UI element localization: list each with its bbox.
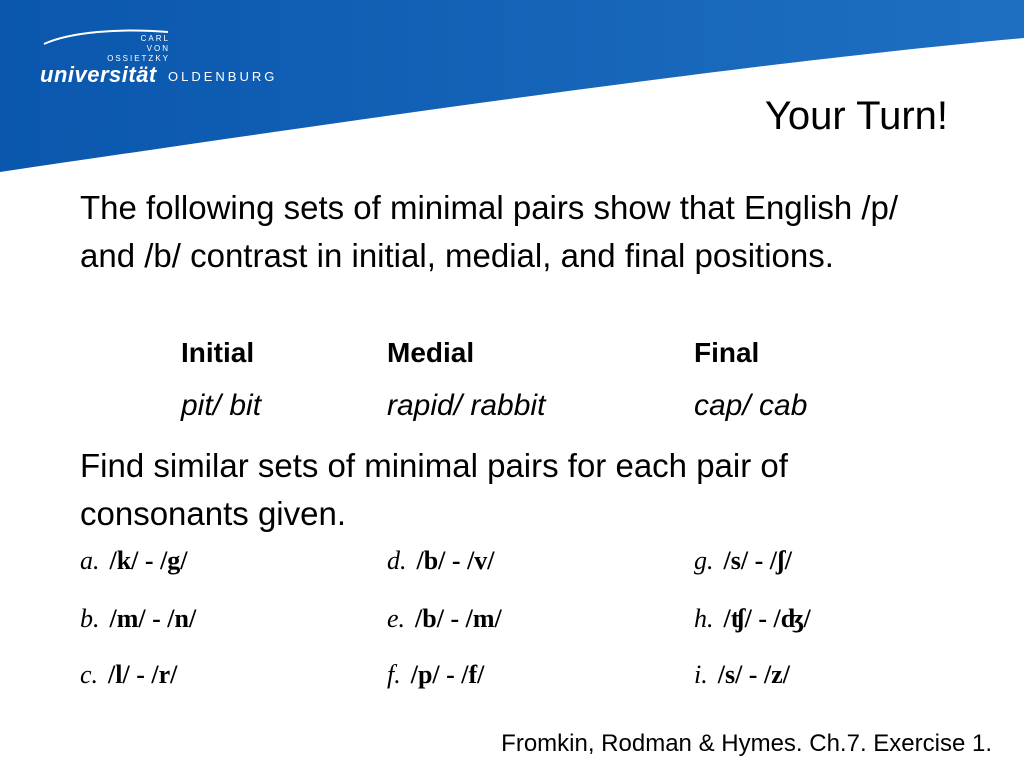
pair-letter: f. xyxy=(387,660,401,689)
header-medial: Medial xyxy=(387,337,475,368)
pair-c xyxy=(80,660,177,690)
pair-letter: h. xyxy=(694,604,714,633)
logo-line-3: OSSIETZKY xyxy=(107,54,170,63)
pair-letter: c. xyxy=(80,660,99,689)
pair-letter: a. xyxy=(80,546,100,575)
pair-letter: g. xyxy=(694,546,714,575)
university-logo xyxy=(40,24,300,104)
header-final: Final xyxy=(694,337,760,368)
pair-g xyxy=(694,546,792,576)
citation: Fromkin, Rodman & Hymes. Ch.7. Exercise 1. xyxy=(501,730,992,757)
intro-paragraph: The following sets of minimal pairs show that English /p/ and /b/ contrast in initial, medial, and final positions. xyxy=(80,189,899,274)
example-medial: rapid/ rabbit xyxy=(387,389,546,422)
pair-f xyxy=(387,660,484,690)
pair-a xyxy=(80,546,188,576)
task-paragraph: Find similar sets of minimal pairs for each pair of consonants given. xyxy=(80,447,788,532)
pair-h xyxy=(694,604,811,634)
pair-letter: b. xyxy=(80,604,100,633)
pair-phonemes: /k/ - /g/ xyxy=(109,546,188,575)
pair-d xyxy=(387,546,495,576)
pair-i xyxy=(694,660,790,690)
pair-phonemes: /b/ - /m/ xyxy=(415,604,502,633)
pair-letter: d. xyxy=(387,546,407,575)
logo-city: OLDENBURG xyxy=(168,69,278,84)
pair-b xyxy=(80,604,196,634)
example-final: cap/ cab xyxy=(694,389,808,422)
example-initial: pit/ bit xyxy=(181,389,262,422)
slide-title: Your Turn! xyxy=(764,94,948,138)
pair-phonemes: /s/ - /z/ xyxy=(717,660,790,689)
pair-letter: e. xyxy=(387,604,406,633)
logo-line-2: VON xyxy=(146,44,170,53)
pair-phonemes: /s/ - /ʃ/ xyxy=(723,546,793,575)
header-initial: Initial xyxy=(181,337,255,368)
logo-name-stack xyxy=(107,34,170,64)
pair-letter: i. xyxy=(694,660,708,689)
pair-phonemes: /m/ - /n/ xyxy=(109,604,197,633)
pair-phonemes: /l/ - /r/ xyxy=(108,660,178,689)
logo-wordmark: universität xyxy=(40,62,157,87)
pair-e xyxy=(387,604,502,634)
logo-line-1: CARL xyxy=(140,34,170,43)
pair-phonemes: /ʧ/ - /ʤ/ xyxy=(723,604,811,633)
pair-phonemes: /p/ - /f/ xyxy=(410,660,485,689)
pair-phonemes: /b/ - /v/ xyxy=(416,546,495,575)
